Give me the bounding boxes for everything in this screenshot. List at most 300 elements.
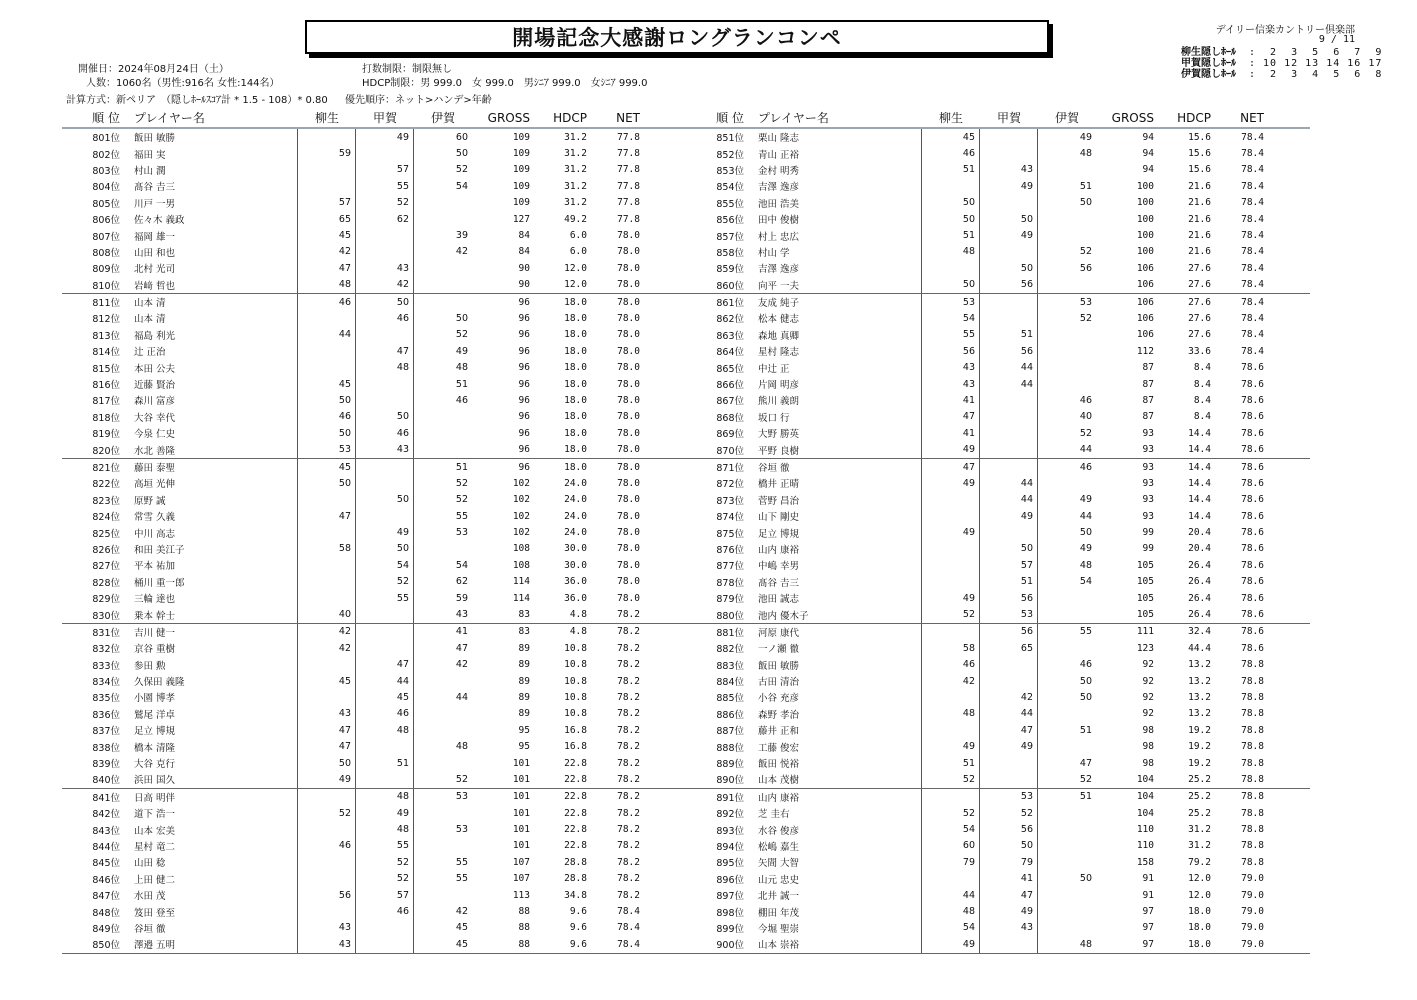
cell-net: 78.6: [1241, 444, 1264, 456]
cell-player-name: 坂口 行: [748, 409, 922, 425]
cell-player-name: 大谷 克行: [124, 755, 298, 771]
cell-net: 79.0: [1241, 873, 1264, 885]
cell-net: 79.0: [1241, 906, 1264, 918]
cell-koka: [980, 392, 1038, 408]
cell-hdcp: 20.4: [1188, 543, 1211, 555]
cell-koka: [356, 508, 414, 524]
cell-iga: 50: [1079, 873, 1092, 885]
cell-yagyu: 47: [298, 508, 356, 524]
hidden-holes-row: [1181, 58, 1382, 69]
table-body: [686, 129, 1310, 954]
table-row: [62, 376, 686, 392]
table-row: [686, 706, 1310, 722]
cell-hdcp: 30.0: [564, 543, 587, 555]
cell-yagyu: 58: [298, 541, 356, 557]
cell-player-name: 乗本 幹士: [124, 606, 298, 622]
cell-net: 78.0: [617, 329, 640, 341]
cell-rank: 878位: [716, 577, 744, 589]
cell-net: 78.4: [1241, 197, 1264, 209]
cell-iga: [1038, 277, 1096, 293]
cell-yagyu: 49: [922, 936, 980, 952]
cell-gross: 95: [518, 724, 530, 736]
cell-iga: [1038, 854, 1096, 870]
table-row: [62, 590, 686, 606]
cell-hdcp: 25.2: [1188, 773, 1211, 785]
cell-yagyu: 52: [922, 606, 980, 622]
cell-player-name: 森野 孝治: [748, 706, 922, 722]
table-row: [686, 590, 1310, 606]
cell-hdcp: 18.0: [564, 394, 587, 406]
cell-player-name: 谷垣 徹: [124, 920, 298, 936]
cell-net: 78.0: [617, 279, 640, 291]
cell-koka: 48: [356, 722, 414, 738]
cell-koka: [980, 771, 1038, 787]
cell-koka: 44: [980, 376, 1038, 392]
cell-gross: 92: [1142, 691, 1154, 703]
cell-yagyu: [298, 903, 356, 919]
cell-hdcp: 18.0: [564, 378, 587, 390]
cell-yagyu: 46: [298, 294, 356, 310]
cell-rank: 811位: [92, 298, 120, 310]
cell-koka: 49: [980, 903, 1038, 919]
table-row: [62, 178, 686, 194]
cell-gross: 105: [1136, 559, 1154, 571]
cell-player-name: 中川 高志: [124, 524, 298, 540]
cell-hdcp: 21.6: [1188, 213, 1211, 225]
cell-gross: 96: [518, 411, 530, 423]
cell-gross: 101: [512, 824, 530, 836]
page-title: 開場記念大感謝ロングランコンペ: [305, 20, 1049, 54]
cell-player-name: 平本 祐加: [124, 557, 298, 573]
cell-rank: 875位: [716, 528, 744, 540]
cell-iga: 50: [1079, 691, 1092, 703]
table-row: [686, 508, 1310, 524]
cell-koka: 56: [980, 277, 1038, 293]
cell-iga: 47: [1079, 757, 1092, 769]
cell-player-name: 栗山 隆志: [748, 129, 922, 145]
cell-net: 78.0: [617, 576, 640, 588]
cell-player-name: 小谷 充彦: [748, 689, 922, 705]
cell-koka: [356, 475, 414, 491]
cell-yagyu: 49: [922, 441, 980, 457]
table-row: [686, 425, 1310, 441]
cell-hdcp: 4.8: [569, 626, 587, 638]
cell-koka: [980, 755, 1038, 771]
table-row: [686, 227, 1310, 243]
cell-koka: [980, 244, 1038, 260]
cell-rank: 866位: [716, 380, 744, 392]
cell-net: 78.4: [1241, 246, 1264, 258]
cell-rank: 861位: [716, 298, 744, 310]
cell-gross: 107: [512, 856, 530, 868]
cell-yagyu: 42: [298, 244, 356, 260]
cell-hdcp: 19.2: [1188, 724, 1211, 736]
cell-net: 78.4: [617, 922, 640, 934]
cell-gross: 96: [518, 312, 530, 324]
cell-yagyu: 48: [922, 706, 980, 722]
cell-net: 78.4: [617, 906, 640, 918]
cell-iga: 53: [455, 791, 468, 803]
cell-net: 78.6: [1241, 609, 1264, 621]
cell-rank: 886位: [716, 709, 744, 721]
hidden-holes-value: : 2 3 4 5 6 8: [1249, 69, 1383, 80]
cell-gross: 94: [1142, 148, 1154, 160]
cell-player-name: 橋本 清隆: [124, 738, 298, 754]
cell-hdcp: 36.0: [564, 576, 587, 588]
cell-rank: 890位: [716, 775, 744, 787]
cell-iga: 45: [455, 922, 468, 934]
cell-koka: 50: [356, 541, 414, 557]
cell-rank: 900位: [716, 940, 744, 952]
cell-yagyu: 50: [298, 755, 356, 771]
cell-hdcp: 12.0: [1188, 873, 1211, 885]
cell-iga: 52: [455, 773, 468, 785]
cell-gross: 87: [1142, 378, 1154, 390]
cell-rank: 893位: [716, 825, 744, 837]
cell-hdcp: 8.4: [1193, 394, 1211, 406]
table-row: [62, 821, 686, 837]
cell-hdcp: 30.0: [564, 559, 587, 571]
cell-yagyu: 50: [298, 425, 356, 441]
cell-koka: 51: [980, 327, 1038, 343]
cell-hdcp: 18.0: [564, 362, 587, 374]
cell-net: 78.2: [617, 889, 640, 901]
cell-koka: [980, 425, 1038, 441]
cell-rank: 853位: [716, 165, 744, 177]
cell-yagyu: 47: [298, 722, 356, 738]
cell-player-name: 福岡 雄一: [124, 227, 298, 243]
cell-koka: 52: [356, 195, 414, 211]
cell-gross: 97: [1142, 906, 1154, 918]
header-iga: 伊賀: [1054, 111, 1079, 125]
header-hdcp: HDCP: [553, 110, 587, 125]
cell-net: 78.4: [1241, 180, 1264, 192]
cell-rank: 829位: [92, 594, 120, 606]
cell-net: 78.6: [1241, 362, 1264, 374]
cell-rank: 891位: [716, 792, 744, 804]
cell-gross: 100: [1136, 197, 1154, 209]
cell-yagyu: [298, 492, 356, 508]
cell-yagyu: 52: [298, 805, 356, 821]
table-row: [686, 492, 1310, 508]
cell-yagyu: [298, 689, 356, 705]
cell-gross: 96: [518, 362, 530, 374]
table-row: [62, 227, 686, 243]
cell-yagyu: [298, 871, 356, 887]
cell-hdcp: 18.0: [1188, 922, 1211, 934]
cell-iga: 54: [455, 180, 468, 192]
cell-player-name: 河原 康代: [748, 624, 922, 640]
cell-gross: 89: [518, 642, 530, 654]
cell-iga: [414, 409, 472, 425]
cell-player-name: 村上 忠広: [748, 227, 922, 243]
cell-koka: 41: [980, 871, 1038, 887]
cell-rank: 815位: [92, 363, 120, 375]
table-row: [686, 145, 1310, 161]
cell-yagyu: [922, 722, 980, 738]
cell-net: 78.6: [1241, 411, 1264, 423]
cell-yagyu: 54: [922, 821, 980, 837]
cell-net: 77.8: [617, 131, 640, 143]
cell-net: 78.0: [617, 262, 640, 274]
cell-net: 78.0: [617, 444, 640, 456]
table-row: [686, 162, 1310, 178]
cell-player-name: 山本 崇裕: [748, 936, 922, 952]
table-row: [62, 541, 686, 557]
cell-koka: 47: [356, 343, 414, 359]
cell-hdcp: 14.4: [1188, 477, 1211, 489]
cell-net: 78.0: [617, 543, 640, 555]
cell-hdcp: 22.8: [564, 824, 587, 836]
cell-player-name: 吉澤 逸彦: [748, 178, 922, 194]
cell-koka: 49: [980, 508, 1038, 524]
cell-net: 78.0: [617, 510, 640, 522]
table-row: [62, 475, 686, 491]
cell-koka: [980, 129, 1038, 145]
cell-hdcp: 12.0: [564, 262, 587, 274]
cell-koka: 57: [356, 162, 414, 178]
cell-net: 78.4: [1241, 312, 1264, 324]
cell-iga: 40: [1079, 411, 1092, 423]
cell-rank: 872位: [716, 479, 744, 491]
cell-gross: 101: [512, 840, 530, 852]
cell-rank: 818位: [92, 412, 120, 424]
cell-player-name: 北村 光司: [124, 260, 298, 276]
cell-iga: 52: [455, 494, 468, 506]
info-people: 人数：1060名（男性:916名 女性:144名）: [86, 78, 280, 89]
cell-hdcp: 10.8: [564, 708, 587, 720]
cell-hdcp: 9.6: [569, 938, 587, 950]
cell-rank: 882位: [716, 644, 744, 656]
cell-rank: 836位: [92, 709, 120, 721]
cell-player-name: 吉川 健一: [124, 624, 298, 640]
cell-gross: 87: [1142, 362, 1154, 374]
cell-player-name: 久保田 義隆: [124, 673, 298, 689]
cell-gross: 158: [1136, 856, 1154, 868]
cell-iga: 62: [455, 576, 468, 588]
table-row: [686, 294, 1310, 310]
cell-gross: 89: [518, 675, 530, 687]
cell-yagyu: 51: [922, 227, 980, 243]
cell-koka: 44: [980, 475, 1038, 491]
cell-gross: 83: [518, 626, 530, 638]
cell-hdcp: 79.2: [1188, 856, 1211, 868]
cell-rank: 868位: [716, 412, 744, 424]
cell-net: 78.0: [617, 378, 640, 390]
header-hdcp: HDCP: [1177, 110, 1211, 125]
header-iga: 伊賀: [430, 111, 455, 125]
cell-gross: 97: [1142, 922, 1154, 934]
cell-player-name: 福島 利光: [124, 327, 298, 343]
cell-yagyu: [298, 129, 356, 145]
cell-net: 78.4: [617, 938, 640, 950]
cell-player-name: 辻 正治: [124, 343, 298, 359]
cell-hdcp: 12.0: [1188, 889, 1211, 901]
cell-player-name: 向平 一夫: [748, 277, 922, 293]
cell-rank: 873位: [716, 495, 744, 507]
cell-koka: [356, 640, 414, 656]
cell-yagyu: 46: [922, 657, 980, 673]
cell-hdcp: 8.4: [1193, 362, 1211, 374]
table-row: [686, 689, 1310, 705]
cell-iga: [1038, 162, 1096, 178]
cell-hdcp: 13.2: [1188, 708, 1211, 720]
cell-yagyu: 49: [922, 590, 980, 606]
cell-koka: 52: [356, 854, 414, 870]
cell-gross: 98: [1142, 724, 1154, 736]
cell-hdcp: 22.8: [564, 757, 587, 769]
cell-iga: 59: [455, 592, 468, 604]
cell-player-name: 工藤 俊宏: [748, 738, 922, 754]
cell-rank: 865位: [716, 363, 744, 375]
cell-player-name: 村山 潤: [124, 162, 298, 178]
cell-koka: 43: [980, 920, 1038, 936]
cell-koka: 49: [356, 805, 414, 821]
cell-yagyu: 41: [922, 425, 980, 441]
cell-koka: 52: [980, 805, 1038, 821]
table-row: [686, 854, 1310, 870]
cell-iga: 49: [1079, 494, 1092, 506]
cell-rank: 825位: [92, 528, 120, 540]
cell-gross: 107: [512, 873, 530, 885]
cell-iga: 41: [455, 626, 468, 638]
cell-iga: 48: [455, 741, 468, 753]
cell-gross: 101: [512, 757, 530, 769]
cell-rank: 824位: [92, 512, 120, 524]
cell-hdcp: 6.0: [569, 246, 587, 258]
cell-gross: 96: [518, 427, 530, 439]
cell-gross: 109: [512, 197, 530, 209]
cell-gross: 105: [1136, 592, 1154, 604]
table-row: [686, 805, 1310, 821]
cell-hdcp: 6.0: [569, 230, 587, 242]
cell-koka: 51: [980, 574, 1038, 590]
cell-hdcp: 28.8: [564, 873, 587, 885]
cell-rank: 828位: [92, 577, 120, 589]
cell-rank: 802位: [92, 149, 120, 161]
cell-yagyu: 51: [922, 162, 980, 178]
cell-iga: 52: [455, 329, 468, 341]
cell-rank: 834位: [92, 677, 120, 689]
hidden-holes-label: 伊賀隠しﾎｰﾙ: [1181, 69, 1236, 80]
table-row: [62, 277, 686, 294]
cell-hdcp: 9.6: [569, 922, 587, 934]
cell-gross: 105: [1136, 576, 1154, 588]
table-row: [62, 689, 686, 705]
cell-yagyu: 40: [298, 606, 356, 622]
cell-gross: 98: [1142, 741, 1154, 753]
cell-koka: [356, 145, 414, 161]
cell-net: 78.0: [617, 394, 640, 406]
cell-yagyu: 49: [298, 771, 356, 787]
cell-hdcp: 31.2: [1188, 840, 1211, 852]
cell-net: 78.0: [617, 411, 640, 423]
cell-koka: [356, 244, 414, 260]
cell-player-name: 山田 和也: [124, 244, 298, 260]
cell-rank: 874位: [716, 512, 744, 524]
cell-yagyu: 42: [298, 640, 356, 656]
table-header: [62, 108, 686, 129]
cell-rank: 859位: [716, 264, 744, 276]
table-row: [62, 657, 686, 673]
table-row: [62, 606, 686, 623]
table-row: [686, 524, 1310, 540]
cell-iga: [414, 294, 472, 310]
cell-rank: 881位: [716, 627, 744, 639]
hidden-holes: [1181, 47, 1382, 80]
cell-yagyu: [298, 821, 356, 837]
cell-net: 78.0: [617, 230, 640, 242]
cell-player-name: 三輪 達也: [124, 590, 298, 606]
cell-yagyu: 42: [922, 673, 980, 689]
cell-yagyu: [922, 492, 980, 508]
cell-iga: [414, 425, 472, 441]
cell-yagyu: [298, 574, 356, 590]
cell-iga: [1038, 640, 1096, 656]
cell-net: 78.4: [1241, 329, 1264, 341]
cell-yagyu: 59: [298, 145, 356, 161]
cell-player-name: 中辻 正: [748, 359, 922, 375]
cell-player-name: 山本 清: [124, 310, 298, 326]
cell-yagyu: 43: [922, 376, 980, 392]
cell-gross: 108: [512, 559, 530, 571]
cell-player-name: 岩﨑 哲也: [124, 277, 298, 293]
cell-yagyu: [298, 524, 356, 540]
cell-player-name: 桶川 重一郎: [124, 574, 298, 590]
cell-hdcp: 27.6: [1188, 296, 1211, 308]
cell-iga: 51: [1079, 180, 1092, 192]
table-row: [686, 376, 1310, 392]
cell-rank: 896位: [716, 874, 744, 886]
cell-rank: 814位: [92, 347, 120, 359]
cell-rank: 864位: [716, 347, 744, 359]
cell-koka: 43: [980, 162, 1038, 178]
cell-koka: 52: [356, 871, 414, 887]
cell-yagyu: 55: [922, 327, 980, 343]
cell-hdcp: 16.8: [564, 741, 587, 753]
cell-iga: [1038, 821, 1096, 837]
cell-player-name: 鷲尾 洋卓: [124, 706, 298, 722]
cell-hdcp: 21.6: [1188, 197, 1211, 209]
cell-net: 78.8: [1241, 807, 1264, 819]
cell-rank: 869位: [716, 429, 744, 441]
cell-rank: 848位: [92, 907, 120, 919]
cell-hdcp: 31.2: [1188, 824, 1211, 836]
cell-iga: 53: [1079, 296, 1092, 308]
cell-iga: 56: [1079, 262, 1092, 274]
cell-net: 78.0: [617, 312, 640, 324]
cell-iga: 55: [1079, 626, 1092, 638]
table-row: [686, 310, 1310, 326]
header-yagyu: 柳生: [314, 111, 339, 125]
cell-player-name: 髙谷 𠮷三: [124, 178, 298, 194]
table-row: [686, 129, 1310, 145]
cell-gross: 90: [518, 262, 530, 274]
cell-hdcp: 19.2: [1188, 757, 1211, 769]
table-row: [686, 392, 1310, 408]
info-stroke-limit: 打数制限：制限無し: [362, 64, 452, 75]
table-row: [686, 475, 1310, 491]
cell-hdcp: 4.8: [569, 609, 587, 621]
cell-net: 78.0: [617, 296, 640, 308]
cell-koka: 44: [980, 492, 1038, 508]
cell-player-name: 高垣 光伸: [124, 475, 298, 491]
table-row: [62, 195, 686, 211]
cell-rank: 855位: [716, 198, 744, 210]
cell-hdcp: 15.6: [1188, 148, 1211, 160]
cell-gross: 100: [1136, 230, 1154, 242]
hidden-holes-row: [1181, 69, 1382, 80]
